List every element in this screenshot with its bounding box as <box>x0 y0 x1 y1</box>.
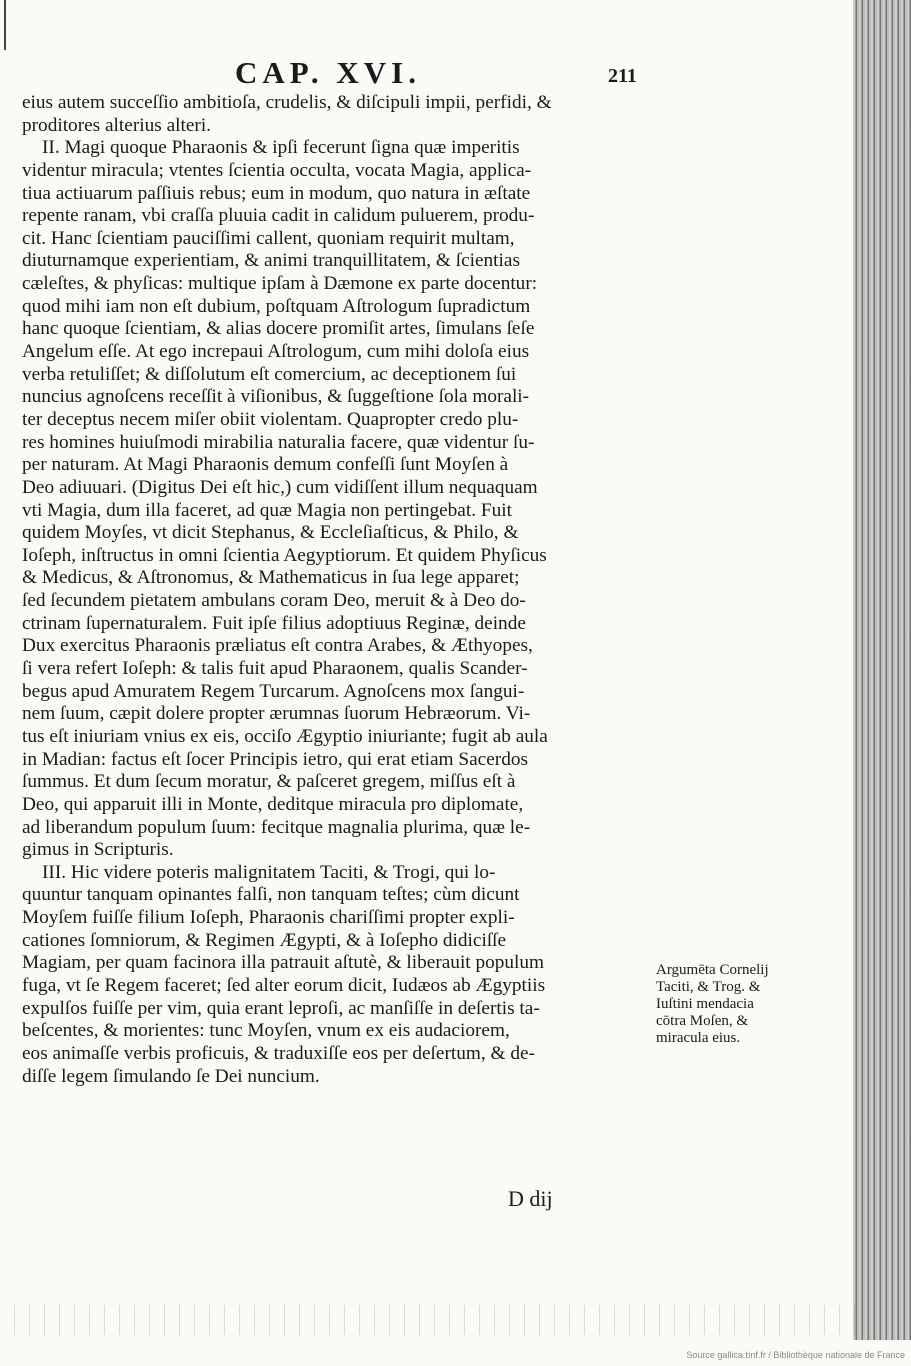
text-line: ſummus. Et dum ſecum moratur, & paſceret gregem, miſſus eſt à <box>22 771 516 793</box>
source-credit: Source gallica.bnf.fr / Bibliothèque nationale de France <box>686 1350 905 1360</box>
text-line: per naturam. At Magi Pharaonis demum confeſſi ſunt Moyſen à <box>22 454 509 476</box>
text-line: gimus in Scripturis. <box>22 839 174 861</box>
text-line: hanc quoque ſcientiam, & alias docere promiſit artes, ſimulans ſeſe <box>22 318 535 340</box>
text-line: vti Magia, dum illa faceret, ad quæ Magia non pertingebat. Fuit <box>22 499 512 521</box>
text-line: fuga, vt ſe Regem faceret; ſed alter eorum dicit, Iudæos ab Ægyptiis <box>22 974 546 996</box>
margin-note-line: miracula eius. <box>656 1030 741 1046</box>
text-line: res homines huiuſmodi mirabilia naturalia facere, quæ videntur ſu- <box>22 431 535 453</box>
text-line: Ioſeph, inſtructus in omni ſcientia Aegyptiorum. Et quidem Phyſicus <box>22 544 547 566</box>
text-line: ter deceptus necem miſer obiit violentam. Quapropter credo plu- <box>22 408 519 430</box>
text-line: eos animaſſe verbis proficuis, & traduxiſſe eos per deſertum, & de- <box>22 1042 535 1064</box>
text-line: quidem Moyſes, vt dicit Stephanus, & Eccleſiaſticus, & Philo, & <box>22 522 519 544</box>
text-line: Deo adiuuari. (Digitus Dei eſt hic,) cum vidiſſent illum nequaquam <box>22 476 538 498</box>
text-line: tiua actiuarum paſſiuis rebus; eum in modum, quo natura in æſtate <box>22 182 531 204</box>
page-number: 211 <box>608 65 637 87</box>
text-line: diuturnamque experientiam, & animi tranquillitatem, & ſcientias <box>22 250 520 272</box>
text-line: in Madian: factus eſt ſocer Principis ietro, qui erat etiam Sacerdos <box>22 748 528 770</box>
text-line: verba retuliſſet; & diſſolutum eſt comercium, ac deceptionem ſui <box>22 363 517 385</box>
text-line: Dux exercitus Pharaonis præliatus eſt contra Arabes, & Æthyopes, <box>22 635 533 657</box>
text-line: II. Magi quoque Pharaonis & ipſi fecerunt ſigna quæ imperitis <box>42 137 520 159</box>
text-line: nuncius agnoſcens receſſit à viſionibus, & ſuggeſtione ſola morali- <box>22 386 530 408</box>
text-line: ſi vera refert Ioſeph: & talis fuit apud Pharaonem, qualis Scander- <box>22 658 528 680</box>
margin-note-line: Iuſtini mendacia <box>656 996 754 1012</box>
text-line: ad liberandum populum ſuum: fecitque magnalia plurima, quæ le- <box>22 816 531 838</box>
text-line: Angelum eſſe. At ego increpaui Aſtrologum, cum mihi doloſa eius <box>22 341 530 363</box>
text-line: quuntur tanquam opinantes falſi, non tanquam teſtes; cùm dicunt <box>22 884 520 906</box>
page-header <box>200 55 650 91</box>
text-line: Magiam, per quam facinora illa patrauit aſtutè, & liberauit populum <box>22 952 545 974</box>
bottom-margin-specks <box>0 1305 860 1335</box>
text-line: ctrinam ſupernaturalem. Fuit ipſe filius adoptiuus Reginæ, deinde <box>22 612 526 634</box>
text-line: tus eſt iniuriam vnius ex eis, occiſo Ægyptio iniuriante; fugit ab aula <box>22 725 548 747</box>
text-line: cæleſtes, & phyſicas: multique ipſam à Dæmone ex parte docentur: <box>22 273 538 295</box>
text-line: III. Hic videre poteris malignitatem Taciti, & Trogi, qui lo- <box>42 861 496 883</box>
text-line: repente ranam, vbi craſſa pluuia cadit in calidum puluerem, produ- <box>22 205 535 227</box>
margin-note-line: Argumēta Cornelij <box>656 962 769 978</box>
margin-note-line: cōtra Moſen, & <box>656 1013 749 1029</box>
signature-mark: D dij <box>508 1186 553 1211</box>
text-line: cationes ſomniorum, & Regimen Ægypti, & à Ioſepho didiciſſe <box>22 929 507 951</box>
margin-note-line: Taciti, & Trog. & <box>656 979 761 995</box>
text-line: beſcentes, & morientes: tunc Moyſen, vnum ex eis audaciorem, <box>22 1020 510 1042</box>
text-line: cit. Hanc ſcientiam pauciſſimi callent, quoniam requirit multam, <box>22 227 515 249</box>
text-line: proditores alterius alteri. <box>22 114 211 136</box>
text-line: & Medicus, & Aſtronomus, & Mathematicus in ſua lege apparet; <box>22 567 520 589</box>
text-line: videntur miracula; vtentes ſcientia occulta, vocata Magia, applica- <box>22 159 532 181</box>
right-page-edge <box>853 0 911 1340</box>
running-head: CAP. XVI. <box>235 55 421 90</box>
text-line: quod mihi iam non eſt dubium, poſtquam Aſtrologum ſupradictum <box>22 295 531 317</box>
text-line: expulſos fuiſſe per vim, quia erant leproſi, ac manſiſſe in deſertis ta- <box>22 997 540 1019</box>
margin-note <box>656 962 821 1047</box>
text-line: Deo, qui apparuit illi in Monte, deditque miracula pro diplomate, <box>22 793 524 815</box>
text-line: Moyſem fuiſſe filium Ioſeph, Pharaonis chariſſimi propter expli- <box>22 907 515 929</box>
text-line: begus apud Amuratem Regem Turcarum. Agnoſcens mox ſangui- <box>22 680 525 702</box>
main-text-block <box>22 92 647 1088</box>
text-line: eius autem succeſſio ambitioſa, crudelis, & diſcipuli impii, perfidi, & <box>22 92 552 113</box>
text-line: diſſe legem ſimulando ſe Dei nuncium. <box>22 1065 320 1087</box>
left-binding-edge <box>4 0 6 50</box>
text-line: ſed ſecundem pietatem ambulans coram Deo, meruit & à Deo do- <box>22 590 526 612</box>
text-line: nem ſuum, cæpit dolere propter ærumnas ſuorum Hebræorum. Vi- <box>22 703 531 725</box>
